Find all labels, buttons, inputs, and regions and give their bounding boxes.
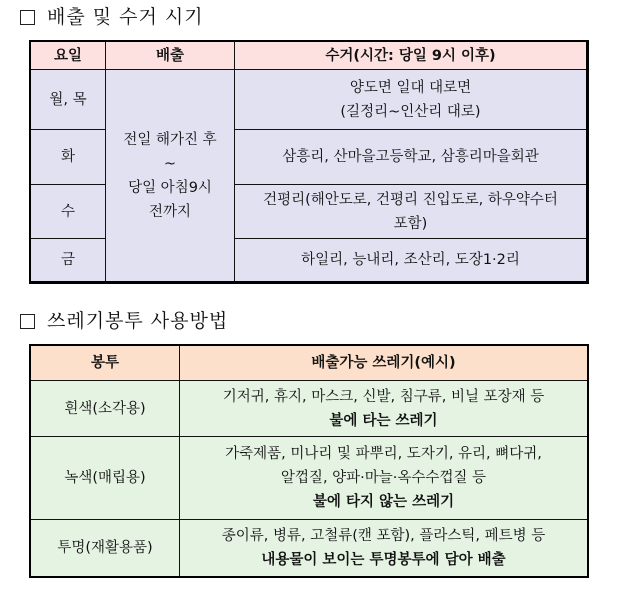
collection-area-cell bbox=[235, 70, 588, 130]
checkbox-square-icon bbox=[20, 10, 35, 25]
waste-example-line: 알껍질, 양파·마늘·옥수수껍질 등 bbox=[280, 470, 487, 486]
discharge-line: 전까지 bbox=[148, 203, 192, 220]
waste-example-line: 기저귀, 휴지, 마스크, 신발, 침구류, 비닐 포장재 등 bbox=[222, 388, 545, 405]
collection-line: (길정리~인산리 대로) bbox=[340, 103, 481, 120]
bag-type-cell: 흰색(소각용) bbox=[30, 381, 180, 437]
discharge-time-cell bbox=[106, 70, 235, 283]
table-row bbox=[30, 520, 588, 577]
discharge-line: ~ bbox=[163, 155, 177, 172]
header-collection: 수거(시간: 당일 9시 이후) bbox=[235, 41, 588, 70]
day-cell: 수 bbox=[30, 185, 106, 239]
waste-example-cell bbox=[180, 437, 589, 520]
header-day: 요일 bbox=[30, 41, 106, 70]
bag-type-cell: 투명(재활용품) bbox=[30, 520, 180, 577]
checkbox-square-icon bbox=[20, 314, 35, 329]
collection-area-cell bbox=[235, 185, 588, 239]
section-title-text: 쓰레기봉투 사용방법 bbox=[47, 310, 229, 332]
collection-line: 삼흥리, 산마을고등학교, 삼흥리마을회관 bbox=[282, 149, 539, 165]
collection-area-cell bbox=[235, 239, 588, 283]
waste-example-cell bbox=[180, 520, 589, 577]
day-cell: 월, 목 bbox=[30, 70, 106, 130]
bag-usage-table bbox=[29, 344, 589, 578]
header-discharge: 배출 bbox=[106, 41, 235, 70]
waste-category-bold: 불에 타지 않는 쓰레기 bbox=[312, 494, 455, 510]
table-row bbox=[30, 381, 588, 437]
table-row bbox=[30, 70, 588, 130]
section-title-bag-usage bbox=[20, 306, 228, 333]
section-title-text: 배출 및 수거 시기 bbox=[47, 6, 204, 28]
waste-category-bold: 내용물이 보이는 투명봉투에 담아 배출 bbox=[261, 551, 506, 568]
day-cell: 화 bbox=[30, 130, 106, 185]
collection-line: 포함) bbox=[393, 215, 428, 232]
table-row bbox=[30, 437, 588, 520]
collection-area-cell bbox=[235, 130, 588, 185]
day-cell: 금 bbox=[30, 239, 106, 283]
waste-example-cell bbox=[180, 381, 589, 437]
waste-example-line: 종이류, 병류, 고철류(캔 포함), 플라스틱, 페트병 등 bbox=[221, 527, 546, 544]
bag-type-cell: 녹색(매립용) bbox=[30, 437, 180, 520]
collection-line: 양도면 일대 대로면 bbox=[349, 79, 472, 96]
waste-category-bold: 불에 타는 쓰레기 bbox=[329, 412, 438, 429]
collection-line: 건평리(해안도로, 건평리 진입도로, 하우약수터 bbox=[263, 191, 558, 208]
table-header-row bbox=[30, 41, 588, 70]
discharge-line: 전일 해가진 후 bbox=[123, 131, 217, 148]
waste-example-line: 가죽제품, 미나리 및 파뿌리, 도자기, 유리, 뼈다귀, bbox=[225, 446, 542, 462]
header-bag: 봉투 bbox=[30, 345, 180, 381]
header-allowed-waste: 배출가능 쓰레기(예시) bbox=[180, 345, 589, 381]
section-title-schedule bbox=[20, 2, 204, 29]
discharge-line: 당일 아침9시 bbox=[128, 179, 212, 196]
collection-line: 하일리, 능내리, 조산리, 도장1·2리 bbox=[301, 252, 520, 268]
table-header-row bbox=[30, 345, 588, 381]
collection-schedule-table bbox=[29, 40, 589, 284]
